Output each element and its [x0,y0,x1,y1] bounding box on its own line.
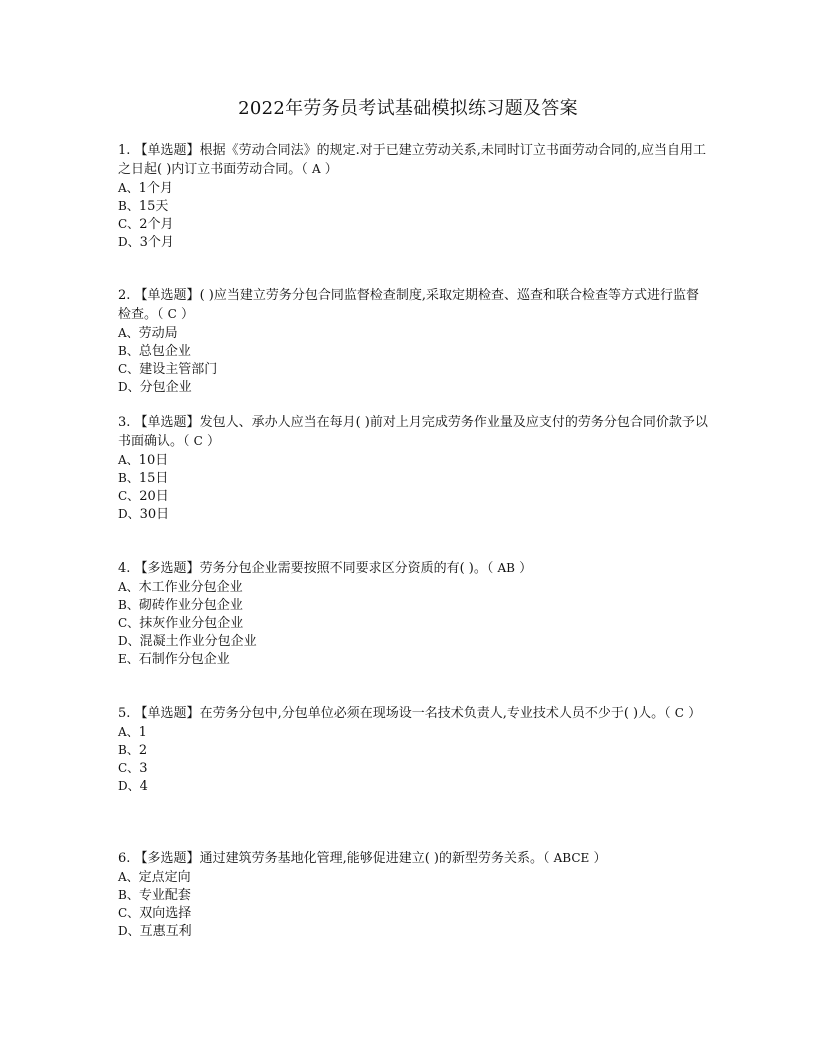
option-letter: C、 [118,906,140,920]
option-letter: D、 [118,779,140,793]
option-d [118,378,708,396]
answer-bracket-open: （ [157,307,164,322]
option-letter: C、 [118,616,140,630]
option-text: 4 [139,779,148,794]
option-c [118,759,708,777]
option-text: 专业配套 [138,888,191,903]
option-text: 10日 [138,453,169,468]
option-b [118,342,708,360]
question-type: 【单选题】 [134,706,200,721]
question-number: 5. [118,706,131,721]
question-text: 发包人、承办人应当在每月( )前对上月完成劳务作业量及应支付的劳务分包合同价款予以书面确认。 [118,415,708,449]
option-text: 15日 [138,471,169,486]
answer-bracket-close: ） [324,162,338,177]
option-text: 3个月 [139,235,174,250]
answer-key: C [193,434,203,448]
option-text: 总包企业 [138,344,191,359]
option-b [118,596,708,614]
option-c [118,360,708,378]
question-4 [118,559,708,668]
option-d [118,632,708,650]
option-text: 木工作业分包企业 [138,580,243,595]
question-5 [118,704,708,795]
option-text: 15天 [138,199,169,214]
question-text: 在劳务分包中,分包单位必须在现场设一名技术负责人,专业技术人员不少于( )人。 [199,706,665,721]
option-text: 定点定向 [138,870,191,885]
question-number: 4. [118,561,131,576]
option-letter: B、 [118,344,139,358]
option-b [118,197,708,215]
option-letter: C、 [118,761,140,775]
option-b [118,886,708,904]
option-letter: D、 [118,634,140,648]
question-text: 通过建筑劳务基地化管理,能够促进建立( )的新型劳务关系。 [199,851,543,866]
option-letter: B、 [118,471,139,485]
question-stem [118,704,708,723]
answer-bracket-open: （ [183,434,190,449]
option-letter: B、 [118,888,139,902]
option-letter: E、 [118,652,139,666]
option-text: 抹灰作业分包企业 [139,616,244,631]
option-d [118,505,708,523]
option-text: 石制作分包企业 [138,652,230,667]
question-6 [118,849,708,940]
option-c [118,215,708,233]
option-text: 1个月 [138,181,173,196]
answer-bracket-close: ） [593,851,607,866]
option-a [118,578,708,596]
question-2 [118,287,708,396]
question-text: ( )应当建立劳务分包合同监督检查制度,采取定期检查、巡查和联合检查等方式进行监督检查。 [118,288,699,322]
option-text: 1 [138,725,147,740]
document-title: 2022年劳务员考试基础模拟练习题及答案 [238,98,578,119]
option-b [118,741,708,759]
option-letter: A、 [118,725,139,739]
option-letter: B、 [118,598,139,612]
option-text: 分包企业 [139,380,192,395]
answer-bracket-open: （ [542,851,550,866]
answer-bracket-close: ） [207,434,221,449]
option-text: 双向选择 [139,906,192,921]
option-d [118,233,708,251]
option-letter: D、 [118,924,140,938]
question-3 [118,414,708,523]
question-stem [118,849,708,868]
option-c [118,614,708,632]
option-a [118,868,708,886]
question-stem [118,142,708,179]
question-type: 【单选题】 [134,143,200,158]
question-type: 【单选题】 [134,288,200,303]
option-text: 2个月 [139,217,174,232]
question-1 [118,142,708,251]
option-text: 劳动局 [138,326,178,341]
question-text: 劳务分包企业需要按照不同要求区分资质的有( )。 [199,561,487,576]
option-text: 建设主管部门 [139,362,218,377]
option-letter: B、 [118,199,139,213]
option-letter: B、 [118,743,139,757]
answer-bracket-open: （ [486,561,494,576]
option-c [118,487,708,505]
option-letter: C、 [118,217,140,231]
option-letter: A、 [118,326,139,340]
option-letter: A、 [118,453,139,467]
option-e [118,650,708,668]
option-text: 混凝土作业分包企业 [139,634,257,649]
option-letter: C、 [118,362,140,376]
question-stem [118,559,708,578]
option-letter: D、 [118,235,140,249]
answer-bracket-open: （ [301,162,308,177]
option-a [118,179,708,197]
answer-key: A [311,162,321,176]
question-type: 【多选题】 [134,851,200,866]
answer-bracket-close: ） [519,561,533,576]
option-letter: D、 [118,507,140,521]
answer-bracket-close: ） [181,307,195,322]
question-type: 【多选题】 [134,561,200,576]
option-text: 砌砖作业分包企业 [138,598,243,613]
option-letter: D、 [118,380,140,394]
answer-key: C [674,706,684,720]
option-b [118,469,708,487]
option-letter: A、 [118,181,139,195]
option-text: 20日 [139,489,169,504]
option-a [118,451,708,469]
option-text: 2 [138,743,148,758]
question-number: 2. [118,288,131,303]
answer-key: ABCE [553,851,590,865]
option-letter: A、 [118,580,139,594]
option-d [118,922,708,940]
option-a [118,324,708,342]
option-text: 互惠互利 [139,924,192,939]
option-a [118,723,708,741]
answer-bracket-close: ） [688,706,702,721]
question-stem [118,287,708,324]
answer-key: AB [497,561,515,575]
answer-bracket-open: （ [664,706,671,721]
option-letter: A、 [118,870,139,884]
question-stem [118,414,708,451]
question-type: 【单选题】 [134,415,200,430]
option-letter: C、 [118,489,140,503]
question-text: 根据《劳动合同法》的规定.对于已建立劳动关系,未同时订立书面劳动合同的,应当自用工之日起( )内订立书面劳动合同。 [118,143,706,177]
question-number: 3. [118,415,131,430]
option-c [118,904,708,922]
question-number: 6. [118,851,131,866]
option-text: 3 [139,761,148,776]
question-number: 1. [118,143,131,158]
option-d [118,777,708,795]
option-text: 30日 [139,507,170,522]
answer-key: C [167,307,177,321]
